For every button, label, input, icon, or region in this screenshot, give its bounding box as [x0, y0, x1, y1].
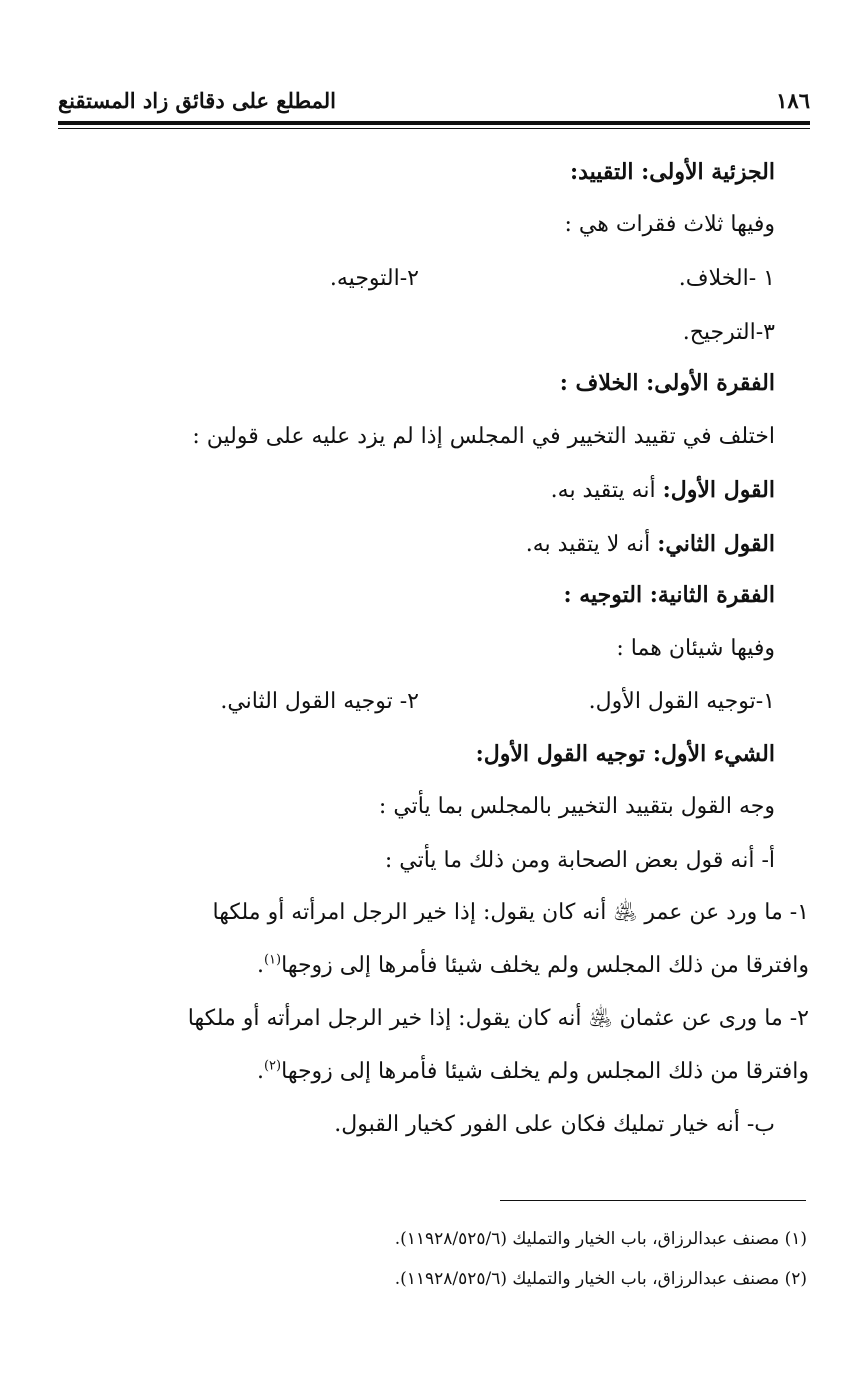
paragraph-line: اختلف في تقييد التخيير في المجلس إذا لم يزد عليه على قولين :	[192, 424, 775, 449]
footnote-2: (٢) مصنف عبدالرزاق، باب الخيار والتمليك (١١٩٢٨/٥٢٥/٦).	[394, 1269, 807, 1289]
paragraph-line: وافترقا من ذلك المجلس ولم يخلف شيئا فأمرها إلى زوجها$^{(٢)}$.	[256, 1058, 809, 1084]
opinion-text: أنه يتقيد به.	[550, 478, 663, 503]
paragraph-line: ٢- ما ورى عن عثمان ﵁ أنه كان يقول: إذا خير الرجل امرأته أو ملكها	[187, 1006, 809, 1031]
header-rule-thick	[58, 121, 810, 125]
list-item-2: ٢- توجيه القول الثاني.	[220, 689, 419, 714]
opinion-label: القول الثاني:	[657, 531, 775, 557]
list-item-1: ١ -الخلاف.	[678, 266, 775, 291]
opinion-label: القول الأول:	[662, 477, 775, 503]
paragraph-line: أ- أنه قول بعض الصحابة ومن ذلك ما يأتي :	[384, 848, 775, 873]
list-item-3: ٣-الترجيح.	[682, 320, 775, 345]
page-number: ١٨٦	[776, 88, 810, 113]
subheading-justification: الفقرة الثانية: التوجيه :	[563, 582, 775, 608]
section-heading-restriction: الجزئية الأولى: التقييد:	[569, 159, 775, 185]
footnote-1: (١) مصنف عبدالرزاق، باب الخيار والتمليك (١١٩٢٨/٥٢٥/٦).	[394, 1229, 807, 1249]
header-rule-thin	[58, 128, 810, 129]
paragraph-line: وفيها شيئان هما :	[616, 636, 775, 661]
footnote-ref: (٢)	[263, 1058, 282, 1074]
subheading-disagreement: الفقرة الأولى: الخلاف :	[559, 370, 775, 396]
paragraph-line: وجه القول بتقييد التخيير بالمجلس بما يأتي :	[378, 794, 775, 819]
paragraph-line: ب- أنه خيار تمليك فكان على الفور كخيار القبول.	[334, 1112, 775, 1137]
list-item-2: ٢-التوجيه.	[329, 266, 419, 291]
footnote-separator	[500, 1200, 806, 1201]
opinion-line	[551, 474, 775, 507]
paragraph-line: وافترقا من ذلك المجلس ولم يخلف شيئا فأمرها إلى زوجها$^{(١)}$.	[256, 952, 809, 978]
running-title: المطلع على دقائق زاد المستقنع	[58, 88, 337, 113]
opinion-text: أنه لا يتقيد به.	[525, 532, 658, 557]
paragraph-line: ١- ما ورد عن عمر ﵁ أنه كان يقول: إذا خير الرجل امرأته أو ملكها	[212, 900, 809, 925]
paragraph-line: وفيها ثلاث فقرات هي :	[564, 212, 775, 237]
opinion-line	[526, 528, 775, 561]
page-header	[58, 84, 810, 120]
subheading-first-thing: الشيء الأول: توجيه القول الأول:	[475, 741, 775, 767]
list-item-1: ١-توجيه القول الأول.	[588, 689, 775, 714]
footnote-ref: (١)	[263, 952, 282, 968]
